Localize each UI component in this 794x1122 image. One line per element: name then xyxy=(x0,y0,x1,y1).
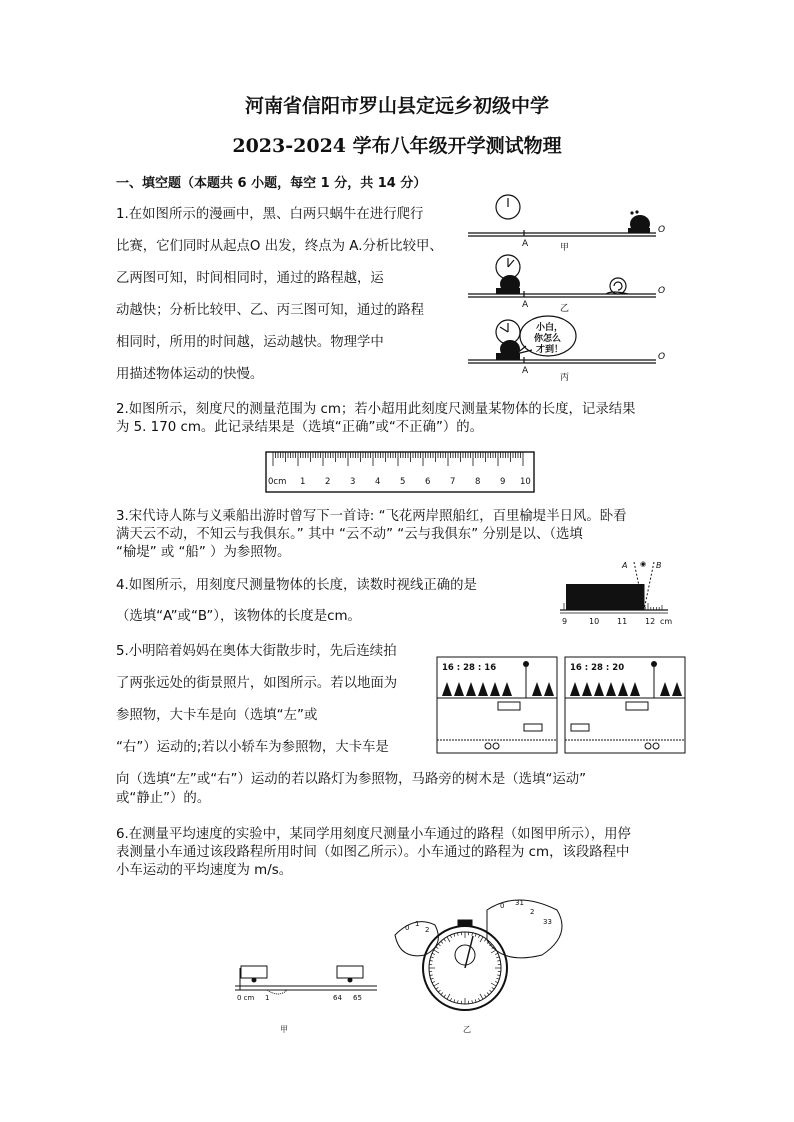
ruler-tick xyxy=(496,978,499,979)
speed-experiment-figure xyxy=(225,890,585,1040)
ruler-label: 8 xyxy=(475,477,481,487)
question-6-line: 6.在测量平均速度的实验中，某同学用刻度尺测量小车通过的路程（如图甲所示），用停 xyxy=(116,827,631,842)
ruler-tick xyxy=(430,961,433,962)
ruler-tick xyxy=(478,998,479,1001)
panel-label: 丙 xyxy=(560,373,570,383)
ruler-tick xyxy=(450,998,451,1001)
question-5-line: 了两张远处的街景照片，如图所示。若以地面为 xyxy=(116,676,398,691)
ruler-tick xyxy=(458,933,459,936)
speech-text: 才到！ xyxy=(536,345,564,355)
question-3-line: 满天云不动，不知云与我俱东。” 其中 “云不动” “云与我俱东” 分别是以、（选填 xyxy=(116,527,583,542)
ruler-label: 7 xyxy=(450,477,456,487)
ruler-label: 1 xyxy=(300,477,306,487)
ruler-tick xyxy=(480,937,483,942)
timestamp-1: 16 : 28 : 16 xyxy=(442,663,497,673)
ruler-tick xyxy=(444,995,446,997)
ruler-label: 9 xyxy=(500,477,506,487)
ruler-tick xyxy=(475,999,476,1002)
speech-text: 你怎么 xyxy=(534,334,562,344)
ruler-tick xyxy=(496,957,499,958)
ruler-tick xyxy=(480,994,483,999)
ruler-tick xyxy=(454,999,455,1002)
dial-label: 0 xyxy=(405,924,410,932)
ruler-figure xyxy=(265,451,535,493)
dial-label: 2 xyxy=(425,926,430,934)
ruler-tick xyxy=(491,983,496,986)
caption-jia: 甲 xyxy=(280,1025,288,1034)
label-o: O xyxy=(658,352,666,362)
panel-label: 乙 xyxy=(560,304,570,314)
ruler-tick xyxy=(432,953,435,954)
ruler-label: cm xyxy=(660,617,673,626)
ruler-tick xyxy=(458,1000,459,1003)
text-line: 相同时，所用的时间越，运动越快。物理学中 xyxy=(116,335,384,350)
ruler-label: 2 xyxy=(325,477,331,487)
ruler-tick xyxy=(447,994,450,999)
question-2-line: 为 5. 170 cm。此记录结果是（选填“正确”或“不正确”）的。 xyxy=(116,420,484,435)
ruler-label: 11 xyxy=(617,617,628,626)
text-line: 乙两图可知，时间相同时，通过的路程越，运 xyxy=(116,271,384,286)
question-3-line: “榆堤” 或 “船” ）为参照物。 xyxy=(116,545,291,560)
ruler-tick xyxy=(434,950,439,953)
ruler-tick xyxy=(431,957,434,958)
question-5-line: “右”）运动的;若以小轿车为参照物，大卡车是 xyxy=(116,740,389,755)
text-line: 用描述物体运动的快慢。 xyxy=(116,367,264,382)
ruler-tick xyxy=(495,953,498,954)
ruler-tick xyxy=(478,935,479,938)
speech-text: 小白， xyxy=(536,323,564,333)
ruler-tick xyxy=(484,995,486,997)
snail-race-figure xyxy=(460,190,680,385)
label-b: B xyxy=(656,561,662,570)
question-5-line: 向（选填“左”或“右”）运动的若以路灯为参照物，马路旁的树木是（选填“运动” xyxy=(116,772,587,787)
ruler-tick xyxy=(431,978,434,979)
ruler-tick xyxy=(497,975,500,976)
document-subtitle: 2023-2024 学布八年级开学测试物理 xyxy=(232,135,562,157)
ruler-tick xyxy=(430,975,433,976)
ruler-tick xyxy=(495,981,498,982)
ruler-tick xyxy=(438,990,440,992)
question-5-line: 5.小明陪着妈妈在奥体大街散步时，先后连续拍 xyxy=(116,644,397,659)
ruler-label: 1 xyxy=(265,994,270,1002)
ruler-tick xyxy=(438,944,440,946)
label-a: A xyxy=(522,239,529,249)
ruler-tick xyxy=(475,934,476,937)
ruler-label: 9 xyxy=(562,617,568,626)
ruler-tick xyxy=(444,939,446,941)
document-title: 河南省信阳市罗山县定远乡初级中学 xyxy=(244,95,549,117)
ruler-tick xyxy=(472,1000,473,1003)
measure-figure xyxy=(556,558,686,630)
ruler-tick xyxy=(436,947,438,949)
dial-label: 31 xyxy=(515,899,524,907)
street-photos-figure xyxy=(436,656,686,756)
ruler-label: 0 cm xyxy=(237,994,255,1002)
ruler-label: 0cm xyxy=(268,477,287,487)
question-6-line: 小车运动的平均速度为 m/s。 xyxy=(116,863,293,878)
question-4-line: （选填“A”或“B”），该物体的长度是cm。 xyxy=(116,609,361,624)
ruler-tick xyxy=(491,950,496,953)
question-6-line: 表测量小车通过该段路程所用时间（如图乙所示）。小车通过的路程为 cm，该段路程中 xyxy=(116,845,630,860)
dial-label: 1 xyxy=(415,920,420,928)
ruler-label: 65 xyxy=(353,994,362,1002)
ruler-tick xyxy=(436,987,438,989)
ruler-label: 4 xyxy=(375,477,381,487)
ruler-label: 6 xyxy=(425,477,431,487)
ruler-tick xyxy=(472,933,473,936)
ruler-tick xyxy=(447,937,450,942)
timestamp-2: 16 : 28 : 20 xyxy=(570,663,625,673)
ruler-label: 64 xyxy=(333,994,342,1002)
panel-label: 甲 xyxy=(560,243,570,253)
text-line: 1.在如图所示的漫画中，黑、白两只蜗牛在进行爬行 xyxy=(116,207,424,222)
eye-icon: ◉ xyxy=(640,560,647,568)
ruler-tick xyxy=(434,983,439,986)
section-heading: 一、填空题（本题共 6 小题，每空 1 分，共 14 分） xyxy=(116,176,427,191)
question-5-line: 或“静止”）的。 xyxy=(116,791,211,806)
text-line: 动越快；分析比较甲、乙、丙三图可知，通过的路程 xyxy=(116,303,424,318)
dial-label: 33 xyxy=(543,918,552,926)
ruler-label: 3 xyxy=(350,477,356,487)
ruler-tick xyxy=(497,961,500,962)
caption-yi: 乙 xyxy=(463,1025,471,1034)
text-line: 比赛，它们同时从起点O 出发，终点为 A.分析比较甲、 xyxy=(116,239,443,254)
ruler-tick xyxy=(454,934,455,937)
ruler-label: 12 xyxy=(645,617,656,626)
question-4-line: 4.如图所示，用刻度尺测量物体的长度，读数时视线正确的是 xyxy=(116,578,477,593)
ruler-label: 5 xyxy=(400,477,406,487)
ruler-label: 10 xyxy=(520,477,531,487)
label-a: A xyxy=(622,561,628,570)
label-o: O xyxy=(658,286,666,296)
ruler-tick xyxy=(441,941,443,943)
ruler-tick xyxy=(432,981,435,982)
ruler-tick xyxy=(487,993,489,995)
ruler-tick xyxy=(441,993,443,995)
label-o: O xyxy=(658,225,666,235)
ruler-label: 10 xyxy=(589,617,600,626)
question-3-line: 3.宋代诗人陈与义乘船出游时曾写下一首诗: “飞花两岸照船红，百里榆堤半日风。卧看 xyxy=(116,509,627,524)
dial-label: 0 xyxy=(500,902,505,910)
question-2-line: 2.如图所示，刻度尺的测量范围为 cm；若小超用此刻度尺测量某物体的长度，记录结果 xyxy=(116,402,636,417)
ruler-tick xyxy=(484,939,486,941)
dial-label: 2 xyxy=(530,908,535,916)
question-5-line: 参照物，大卡车是向（选填“左”或 xyxy=(116,708,318,723)
label-a: A xyxy=(522,300,529,310)
label-a: A xyxy=(522,366,529,376)
ruler-tick xyxy=(492,987,494,989)
ruler-tick xyxy=(490,990,492,992)
ruler-tick xyxy=(450,935,451,938)
